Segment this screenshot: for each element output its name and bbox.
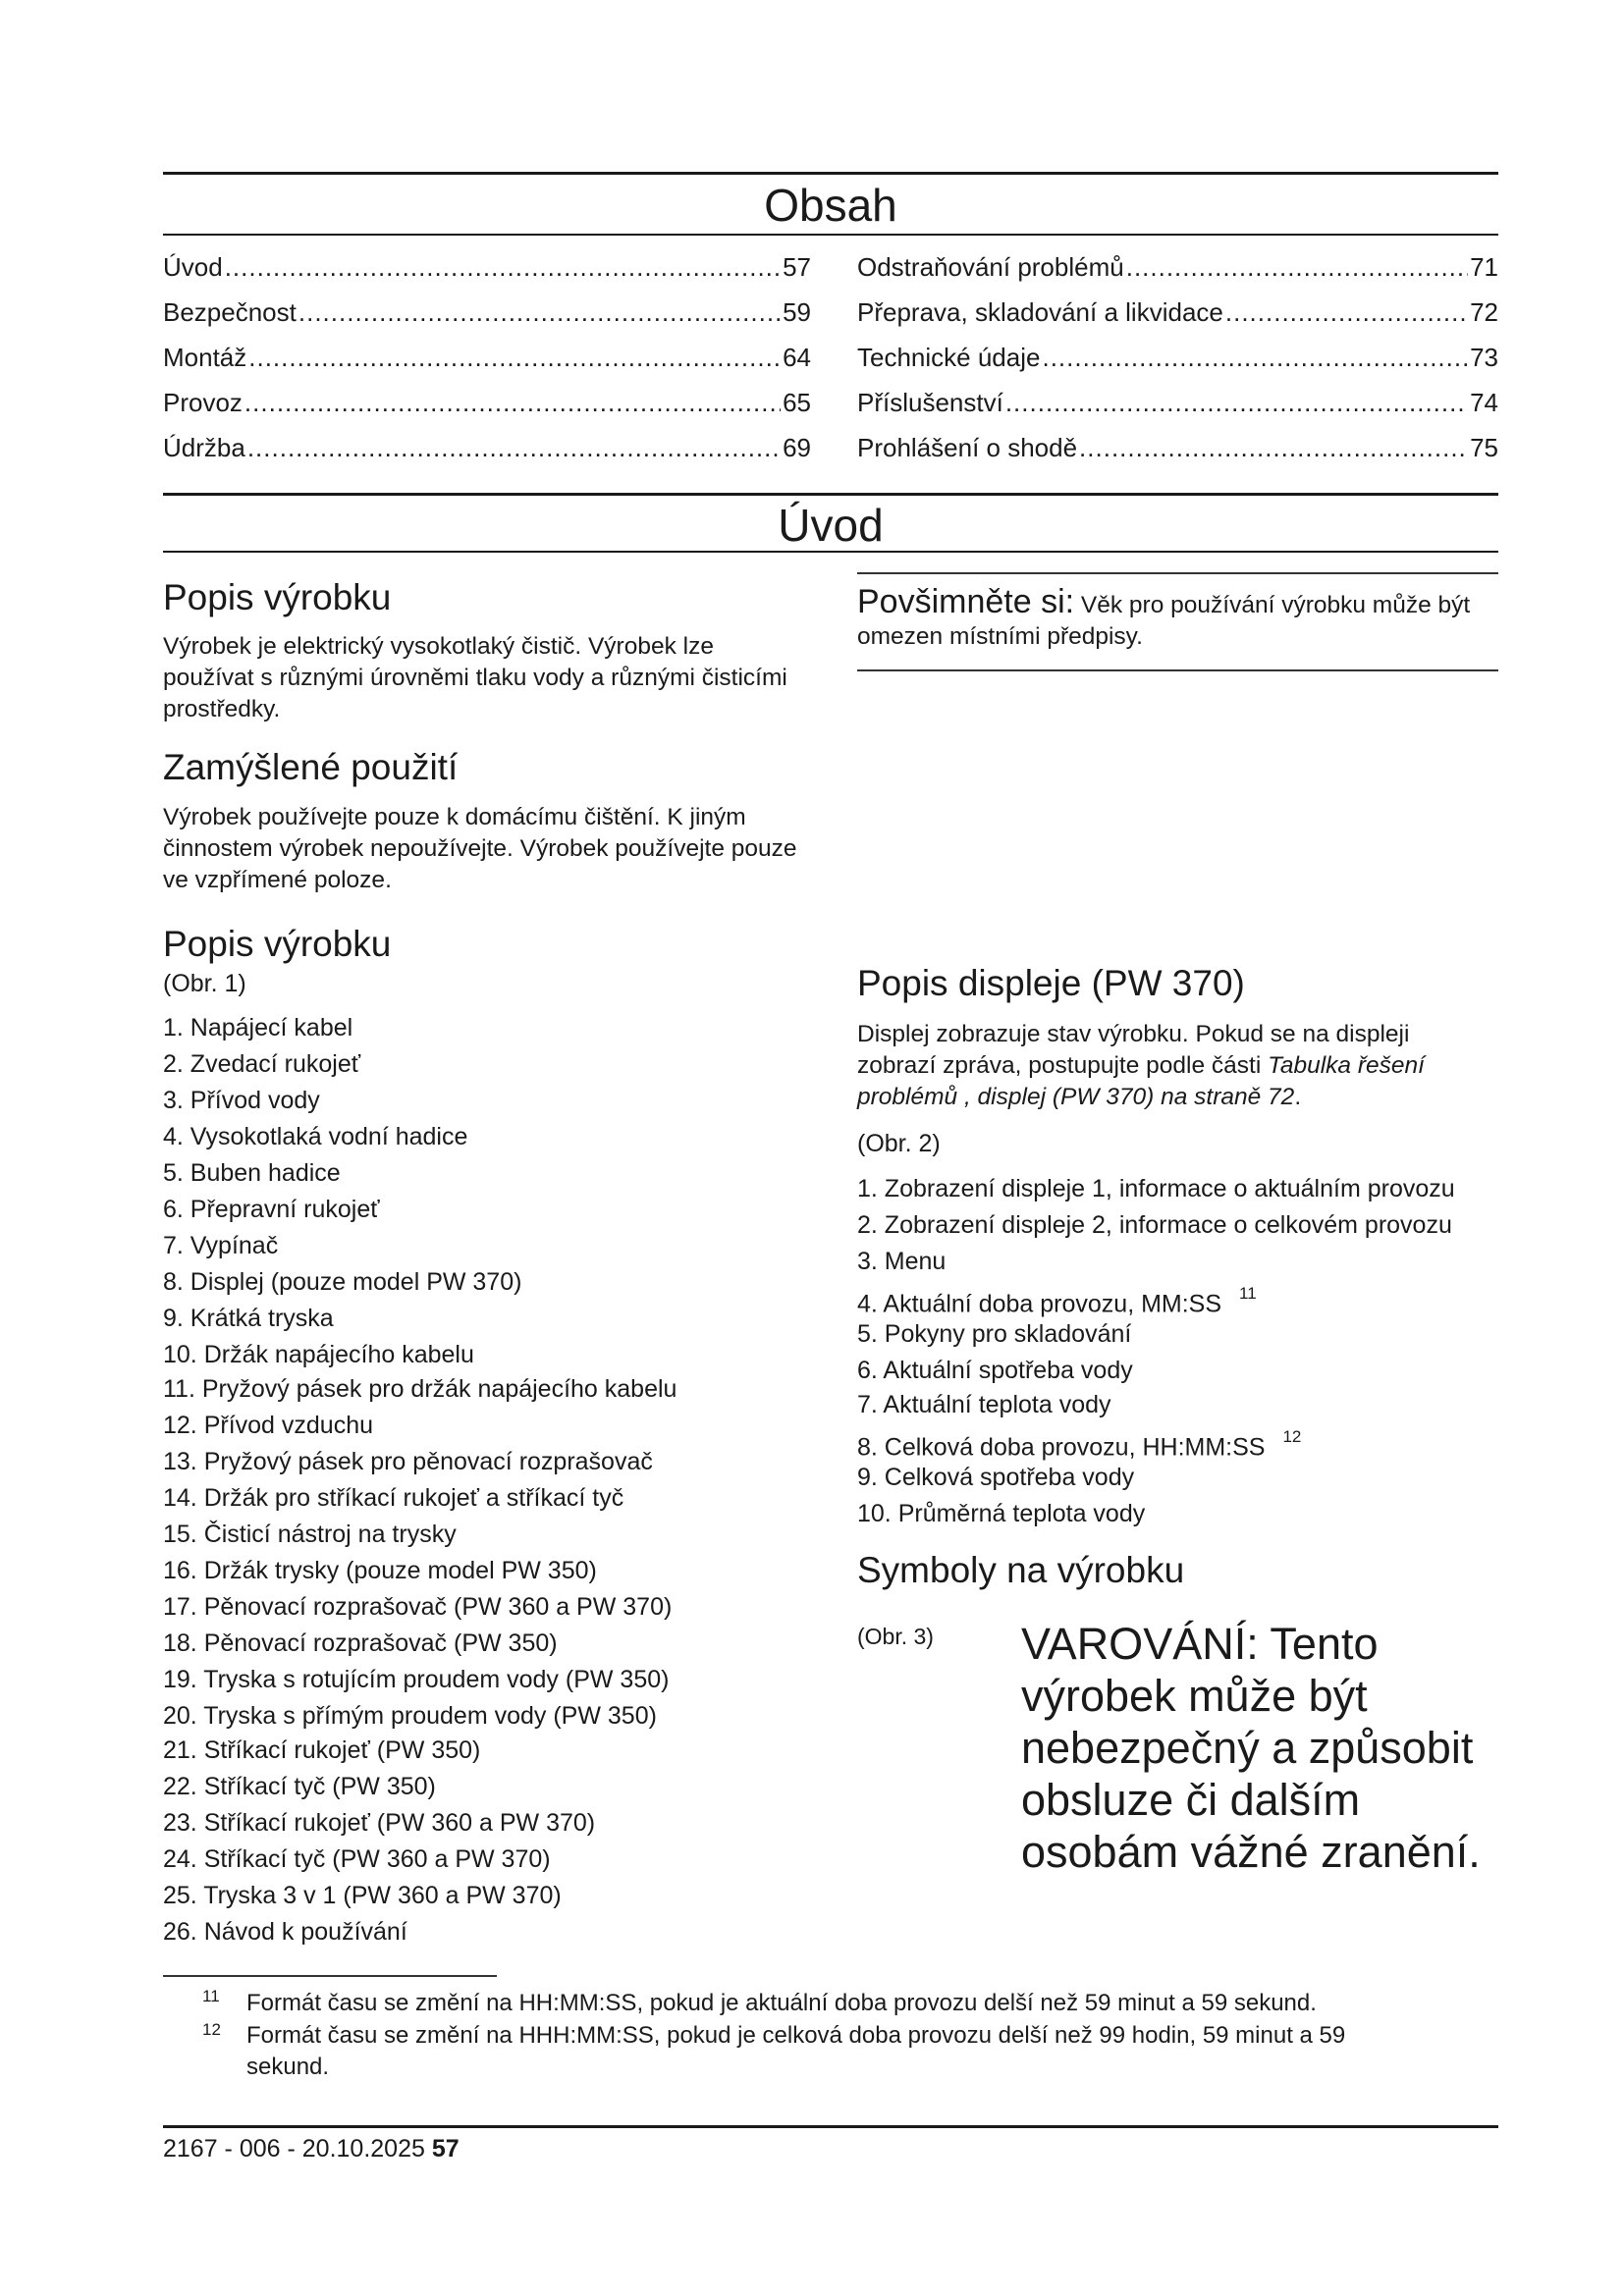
note-bottom-rule	[857, 669, 1498, 671]
list-item: 1. Zobrazení displeje 1, informace o aktuálním provozu	[857, 1175, 1455, 1202]
list-item: 2. Zobrazení displeje 2, informace o celkovém provozu	[857, 1211, 1452, 1239]
list-item: 4. Vysokotlaká vodní hadice	[163, 1123, 468, 1150]
intended-use-text: Výrobek používejte pouze k domácímu čištění. K jiným činnostem výrobek nepoužívejte. Výrobek používejte pouze ve vzpřímené poloze.	[163, 804, 797, 893]
list-item: 24. Stříkací tyč (PW 360 a PW 370)	[163, 1845, 551, 1873]
footnote-text: Formát času se změní na HH:MM:SS, pokud je aktuální doba provozu delší než 59 minut a 59 sekund.	[246, 1990, 1317, 2016]
list-item: 17. Pěnovací rozprašovač (PW 360 a PW 370)	[163, 1593, 673, 1621]
list-item: 4. Aktuální doba provozu, MM:SS $^{11}$	[857, 1284, 1257, 1318]
list-item: 11. Pryžový pásek pro držák napájecího kabelu	[163, 1375, 677, 1403]
footnote-text: Formát času se změní na HHH:MM:SS, pokud je celková doba provozu delší než 99 hodin, 59 minut a 59 sekund.	[246, 2022, 1346, 2080]
toc-entry[interactable]: Odstraňování problémů ..... 71	[857, 249, 1498, 283]
list-item: 3. Přívod vody	[163, 1087, 320, 1114]
list-item: 26. Návod k používání	[163, 1918, 407, 1946]
list-item: 18. Pěnovací rozprašovač (PW 350)	[163, 1629, 558, 1657]
list-item: 22. Stříkací tyč (PW 350)	[163, 1773, 436, 1800]
top-rule	[163, 172, 1498, 175]
list-item: 9. Krátká tryska	[163, 1305, 334, 1332]
list-item: 6. Přepravní rukojeť	[163, 1196, 380, 1223]
toc-title-rule	[163, 234, 1498, 236]
footnote-number: 12	[202, 2020, 221, 2039]
parts-fig-ref: (Obr. 1)	[163, 970, 246, 997]
footnote-number: 11	[202, 1987, 220, 2005]
footer-rule	[163, 2125, 1498, 2128]
note-label: Povšimněte si:	[857, 583, 1075, 620]
note-box	[857, 583, 1495, 653]
symbols-fig-ref: (Obr. 3)	[857, 1624, 934, 1649]
note-text: Věk pro používání výrobku může být omezen místními předpisy.	[857, 592, 1471, 650]
intro-top-rule	[163, 493, 1498, 496]
display-heading: Popis displeje (PW 370)	[857, 963, 1245, 1003]
product-desc-text: Výrobek je elektrický vysokotlaký čistič. Výrobek lze používat s různými úrovněmi tlaku vody a různými čisticími prostředky.	[163, 633, 787, 722]
list-item: 10. Držák napájecího kabelu	[163, 1341, 474, 1368]
note-top-rule	[857, 572, 1498, 574]
list-item: 21. Stříkací rukojeť (PW 350)	[163, 1736, 481, 1764]
list-item: 8. Displej (pouze model PW 370)	[163, 1268, 522, 1296]
list-item: 8. Celková doba provozu, HH:MM:SS $^{12}$	[857, 1427, 1302, 1462]
footnote-ref[interactable]: 12	[1282, 1427, 1302, 1446]
display-text: Displej zobrazuje stav výrobku. Pokud se na displeji zobrazí zpráva, postupujte podle části Tabulka řešení problémů , displej (PW 370) na straně 72.	[857, 1021, 1425, 1110]
list-item: 19. Tryska s rotujícím proudem vody (PW 350)	[163, 1666, 670, 1693]
display-fig-ref: (Obr. 2)	[857, 1130, 941, 1157]
toc-entry[interactable]: Úvod ..... 57	[163, 249, 811, 283]
intended-use-heading: Zamýšlené použití	[163, 747, 459, 787]
toc-entry[interactable]: Technické údaje ..... 73	[857, 340, 1498, 373]
list-item: 25. Tryska 3 v 1 (PW 360 a PW 370)	[163, 1882, 562, 1909]
toc-title: Obsah	[764, 180, 897, 231]
list-item: 12. Přívod vzduchu	[163, 1412, 374, 1439]
list-item: 5. Pokyny pro skladování	[857, 1320, 1132, 1348]
list-item: 23. Stříkací rukojeť (PW 360 a PW 370)	[163, 1809, 596, 1837]
toc-entry[interactable]: Bezpečnost ..... 59	[163, 294, 811, 328]
product-desc-heading: Popis výrobku	[163, 577, 392, 617]
list-item: 14. Držák pro stříkací rukojeť a stříkací tyč	[163, 1484, 624, 1512]
list-item: 7. Aktuální teplota vody	[857, 1391, 1111, 1418]
intro-title-rule	[163, 551, 1498, 553]
list-item: 9. Celková spotřeba vody	[857, 1464, 1135, 1491]
footnote-separator	[163, 1975, 497, 1977]
list-item: 16. Držák trysky (pouze model PW 350)	[163, 1557, 597, 1584]
list-item: 1. Napájecí kabel	[163, 1014, 353, 1041]
list-item: 2. Zvedací rukojeť	[163, 1050, 361, 1078]
toc-entry[interactable]: Montáž ..... 64	[163, 340, 811, 373]
display-text-ref[interactable]: Tabulka řešení problémů , displej (PW 370) na straně 72	[857, 1052, 1425, 1110]
toc-entry[interactable]: Příslušenství ..... 74	[857, 385, 1498, 418]
list-item: 6. Aktuální spotřeba vody	[857, 1357, 1133, 1384]
doc-id: 2167 - 006 - 20.10.2025	[163, 2135, 425, 2163]
parts-heading: Popis výrobku	[163, 924, 392, 964]
toc-entry[interactable]: Prohlášení o shodě ..... 75	[857, 430, 1498, 463]
intro-title: Úvod	[778, 500, 884, 551]
list-item: 3. Menu	[857, 1248, 947, 1275]
footer	[163, 2132, 460, 2165]
toc-entry[interactable]: Přeprava, skladování a likvidace ..... 72	[857, 294, 1498, 328]
list-item: 5. Buben hadice	[163, 1159, 341, 1187]
list-item: 13. Pryžový pásek pro pěnovací rozprašovač	[163, 1448, 653, 1475]
footnote-ref[interactable]: 11	[1239, 1284, 1257, 1303]
toc-entry[interactable]: Údržba ..... 69	[163, 430, 811, 463]
symbols-heading: Symboly na výrobku	[857, 1550, 1185, 1590]
list-item: 7. Vypínač	[163, 1232, 279, 1259]
toc-entry[interactable]: Provoz ..... 65	[163, 385, 811, 418]
list-item: 15. Čisticí nástroj na trysky	[163, 1521, 457, 1548]
page-number: 57	[431, 2135, 460, 2163]
warning-text: VAROVÁNÍ: Tento výrobek může být nebezpečný a způsobit obsluze či dalším osobám vážné zranění.	[1021, 1619, 1481, 1877]
list-item: 20. Tryska s přímým proudem vody (PW 350)	[163, 1702, 657, 1730]
list-item: 10. Průměrná teplota vody	[857, 1500, 1146, 1527]
